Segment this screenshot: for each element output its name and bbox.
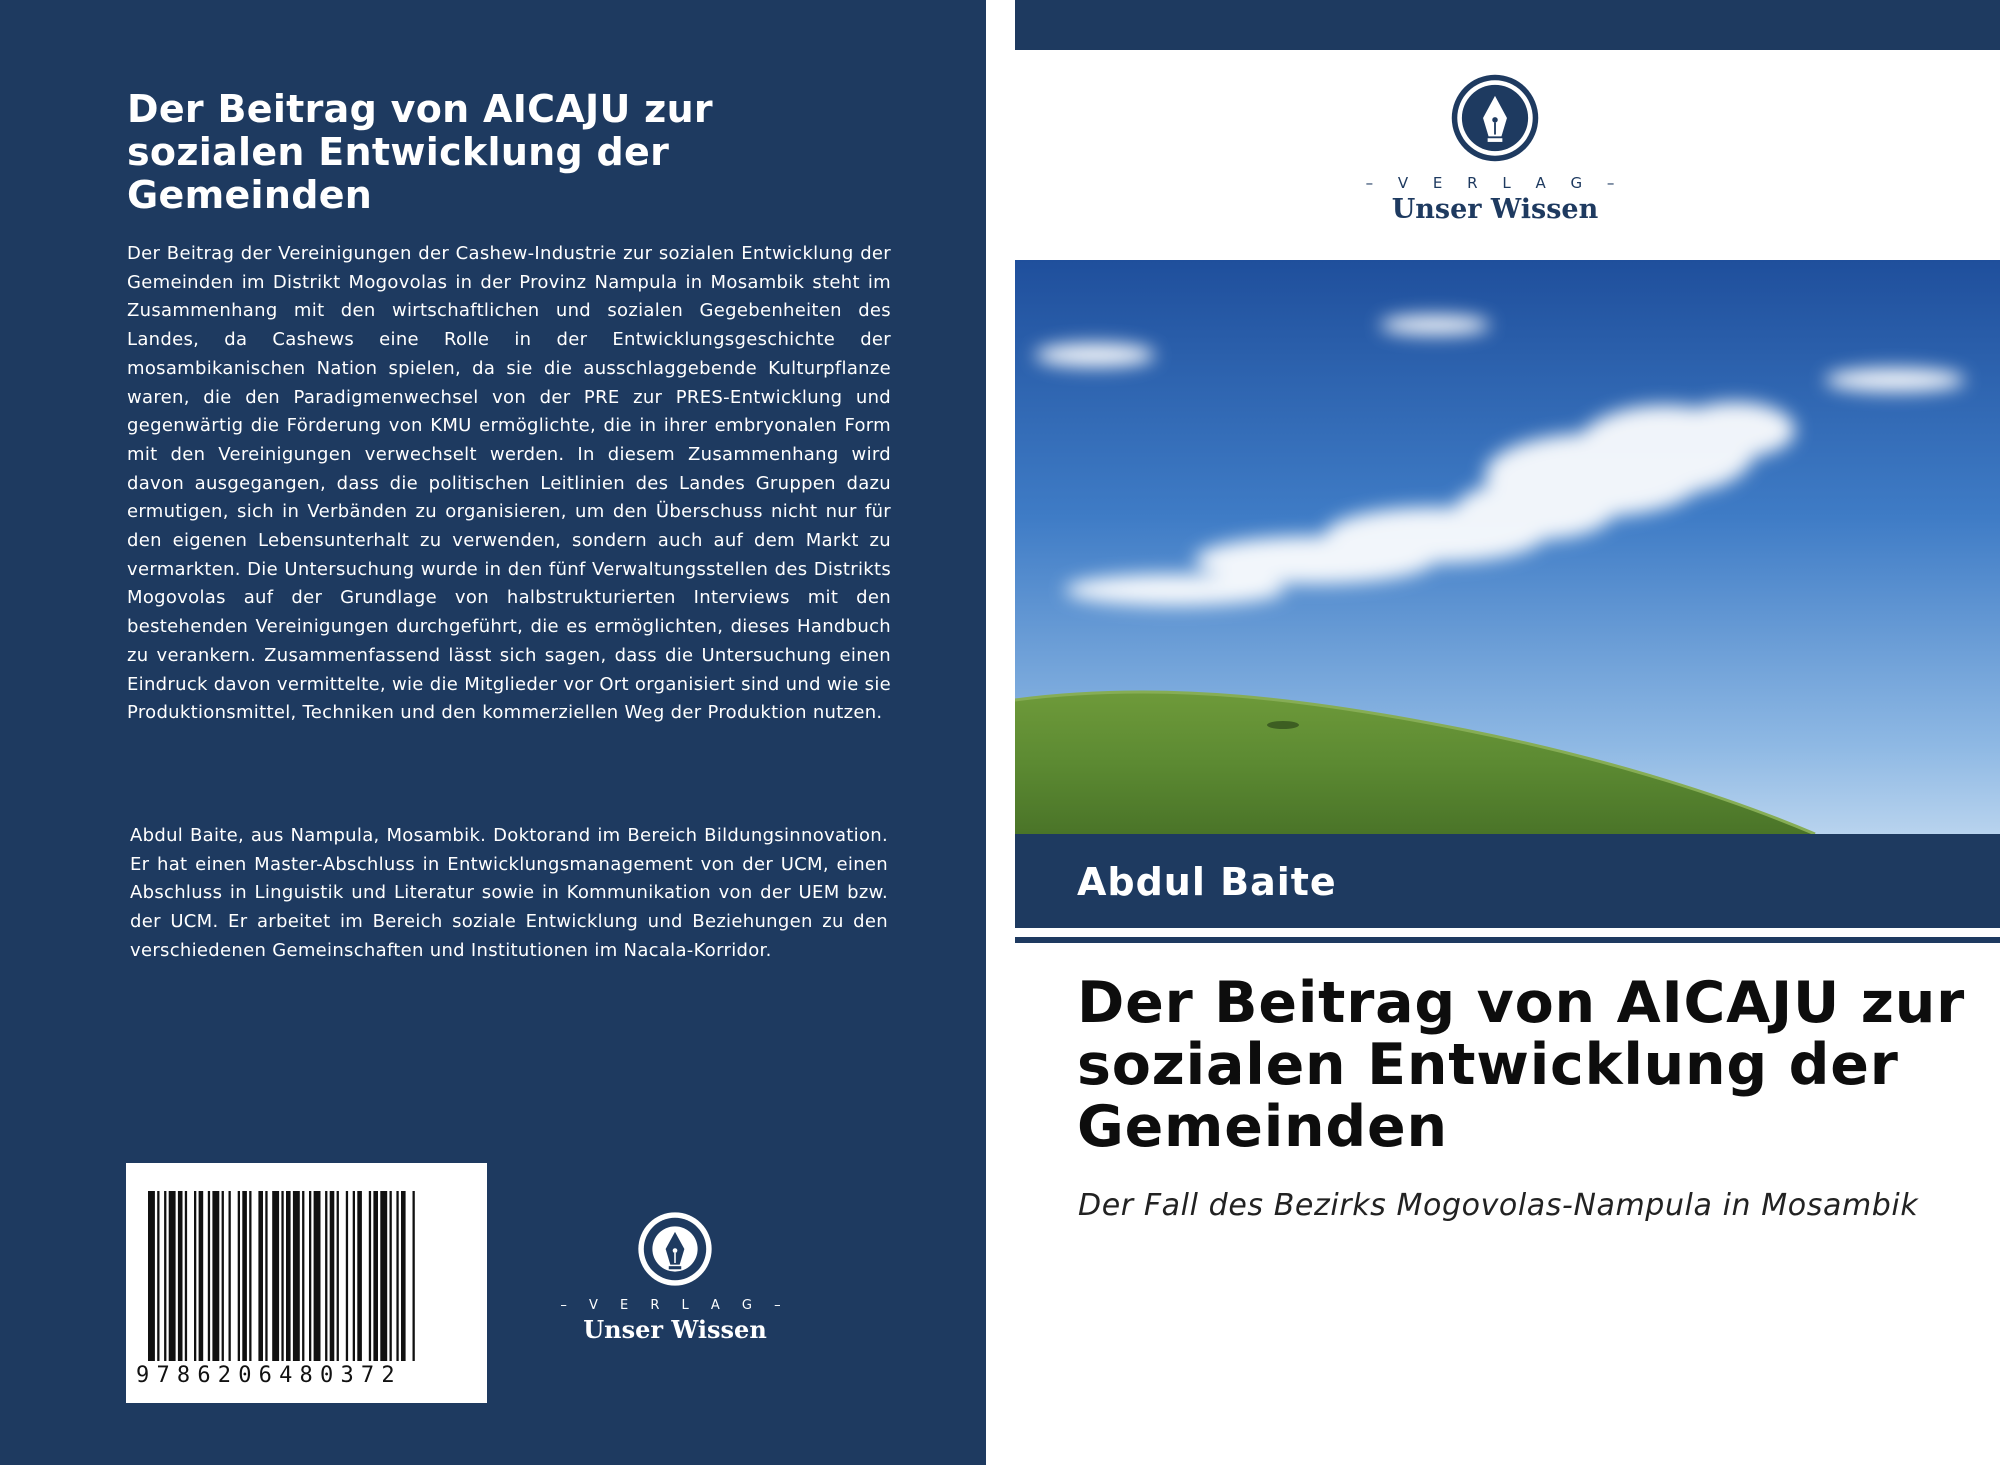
verlag-label: – V E R L A G – [1365,174,1625,192]
front-publisher-logo [1345,72,1645,225]
top-bar [1015,0,2000,50]
author-name: Abdul Baite [1077,860,1337,904]
publisher-name: Unser Wissen [583,1315,767,1344]
cover-photo-sky-hill [1015,260,2000,834]
fountain-pen-nib-icon [1449,72,1541,164]
isbn-barcode [126,1163,487,1403]
divider [1015,937,2000,943]
back-cover-title: Der Beitrag von AICAJU zur sozialen Entwicklung der Gemeinden [127,87,713,217]
back-cover [0,0,986,1465]
back-cover-abstract: Der Beitrag der Vereinigungen der Cashew-Industrie zur sozialen Entwicklung der Gemeinden im Distrikt Mogovolas in der Provinz Nampula in Mosambik steht im Zusammenhang mit den wirtschaftlichen und sozialen Gegebenheiten des Landes, da Cashews eine Rolle in der Entwicklungsgeschichte der mosambikanischen Nation spielen, da sie die ausschlaggebende Kulturpflanze waren, die den Paradigmenwechsel von der PRE zur PRES-Entwicklung und gegenwärtig die Förderung von KMU ermöglichte, die in ihrer embryonalen Form mit den Vereinigungen verwechselt werden. In diesem Zusammenhang wird davon ausgegangen, dass die politischen Leitlinien des Landes Gruppen dazu ermutigen, sich in Verbänden zu organisieren, um den Überschuss nicht nur für den eigenen Lebensunterhalt zu verwenden, sondern auch auf dem Markt zu vermarkten. Die Untersuchung wurde in den fünf Verwaltungsstellen des Distrikts Mogovolas auf der Grundlage von halbstrukturierten Interviews mit den bestehenden Vereinigungen durchgeführt, die es ermöglichten, dieses Handbuch zu verankern. Zusammenfassend lässt sich sagen, dass die Untersuchung einen Eindruck davon vermittelte, wie die Mitglieder vor Ort organisiert sind und wie sie Produktionsmittel, Techniken und den kommerziellen Weg der Produktion nutzen. [127,243,891,724]
fountain-pen-nib-icon [636,1210,714,1288]
front-cover-subtitle: Der Fall des Bezirks Mogovolas-Nampula in Mosambik [1078,1188,1919,1223]
verlag-label: – V E R L A G – [560,1298,790,1313]
isbn-digits: 9786206480372 [136,1363,402,1388]
back-publisher-logo [560,1210,790,1344]
front-cover-title: Der Beitrag von AICAJU zur sozialen Entwicklung der Gemeinden [1077,970,1966,1160]
publisher-name: Unser Wissen [1391,194,1599,225]
author-bio: Abdul Baite, aus Nampula, Mosambik. Doktorand im Bereich Bildungsinnovation. Er hat einen Master-Abschluss in Entwicklungsmanagement von der UCM, einen Abschluss in Linguistik und Literatur sowie in Kommunikation von der UEM bzw. der UCM. Er arbeitet im Bereich soziale Entwicklung und Beziehungen zu den verschiedenen Gemeinschaften und Institutionen im Nacala-Korridor. [130,825,888,961]
author-bar [1015,834,2000,928]
